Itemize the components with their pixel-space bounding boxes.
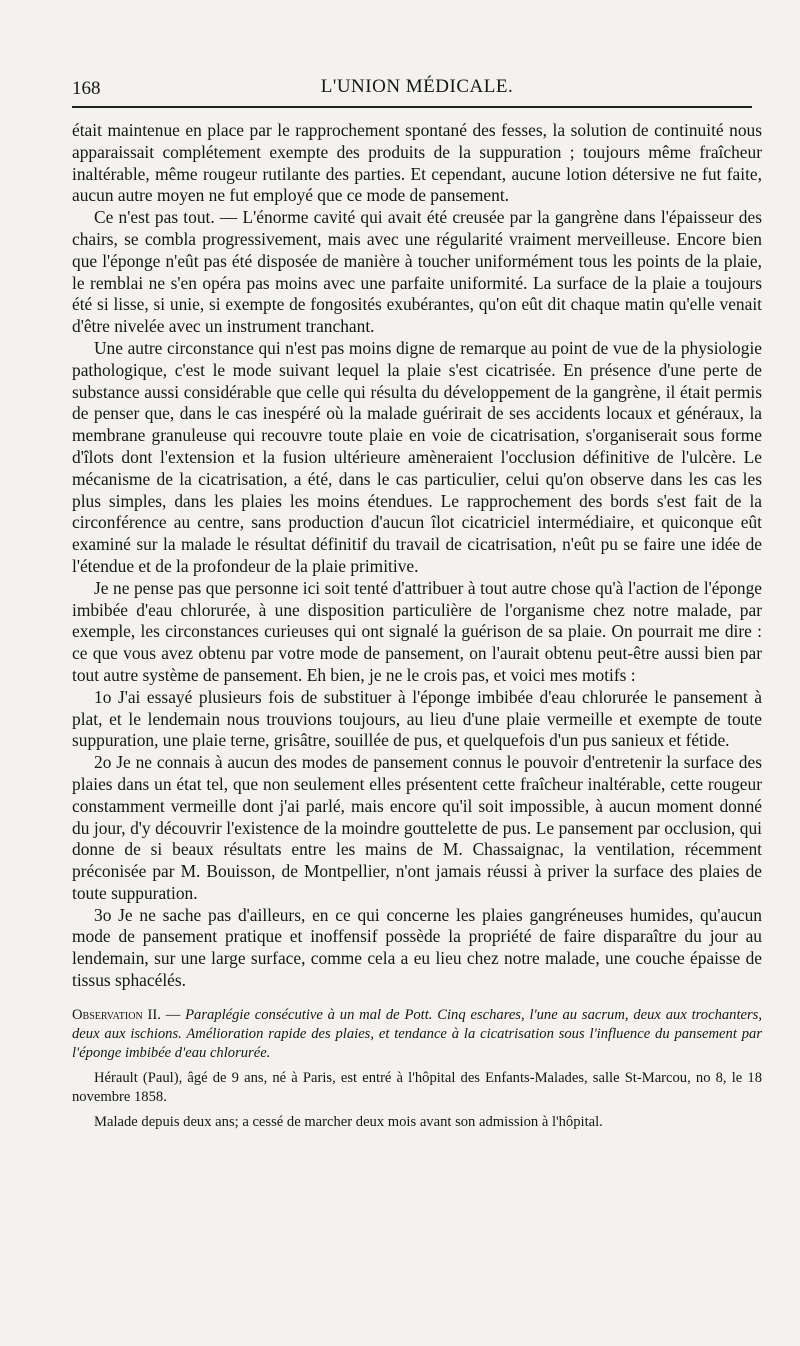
- observation-dash: —: [160, 1006, 186, 1023]
- observation-heading: [72, 1006, 762, 1063]
- running-title: L'UNION MÉDICALE.: [320, 76, 514, 97]
- page-number: 168: [72, 78, 101, 99]
- observation-label: Observation II.: [72, 1006, 161, 1023]
- observation-title: Paraplégie consécutive à un mal de Pott. Cinq eschares, l'une au sacrum, deux aux trochanters, deux aux ischions. Amélioration rapide des plaies, et tendance à la cicatrisation sous l'influence du pansement par l'éponge imbibée d'eau chlorurée.: [72, 1006, 763, 1061]
- paragraph: 1o J'ai essayé plusieurs fois de substituer à l'éponge imbibée d'eau chlorurée le pansement à plat, et le lendemain nous trouvions toujours, au lieu d'une plaie vermeille et exempte de toute suppuration, une plaie terne, grisâtre, souillée de pus, et quelquefois d'un pus sanieux et fétide.: [72, 686, 762, 751]
- paragraph: Ce n'est pas tout. — L'énorme cavité qui avait été creusée par la gangrène dans l'épaisseur des chairs, se combla progressivement, mais avec une régularité vraiment merveilleuse. Encore bien que l'éponge n'eût pas été disposée de manière à toucher uniformément tous les points de la plaie, le remblai ne s'en opéra pas moins avec une parfaite uniformité. La surface de la plaie a toujours été si lisse, si unie, si exempte de fongosités exubérantes, qu'on eût dit chaque matin qu'elle venait d'être nivelée avec un instrument tranchant.: [72, 207, 762, 337]
- observation-section: [72, 1006, 762, 1132]
- observation-paragraph: Hérault (Paul), âgé de 9 ans, né à Paris, est entré à l'hôpital des Enfants-Malades, salle St-Marcou, no 8, le 18 novembre 1858.: [72, 1069, 762, 1105]
- header-rule: [72, 106, 752, 108]
- article-body: [72, 120, 762, 992]
- paragraph: 2o Je ne connais à aucun des modes de pansement connus le pouvoir d'entretenir la surface des plaies dans un état tel, que non seulement elles présentent cette fraîcheur inaltérable, cette rougeur constamment vermeille dont j'ai parlé, mais encore qu'il soit impossible, à aucun moment donné du jour, d'y découvrir l'existence de la moindre gouttelette de pus. Le pansement par occlusion, qui donne de si beaux résultats entre les mains de M. Chassaignac, la ventilation, récemment préconisée par M. Bouisson, de Montpellier, n'ont jamais réussi à priver la surface des plaies de toute suppuration.: [72, 752, 762, 903]
- paragraph: Je ne pense pas que personne ici soit tenté d'attribuer à tout autre chose qu'à l'action de l'éponge imbibée d'eau chlorurée, à une disposition particulière de l'organisme chez notre malade, par exemple, les circonstances curieuses qui ont signalé la guérison de sa plaie. On pourrait me dire : ce que vous avez obtenu par votre mode de pansement, on l'aurait obtenu peut-être aussi bien par tout autre système de pansement. Eh bien, je ne le crois pas, et voici mes motifs :: [72, 577, 762, 685]
- paragraph: 3o Je ne sache pas d'ailleurs, en ce qui concerne les plaies gangréneuses humides, qu'aucun mode de pansement pratique et inoffensif possède la propriété de faire disparaître du jour au lendemain, sur une large surface, comme cela a eu lieu chez notre malade, une couche épaisse de tissus sphacélés.: [72, 904, 762, 991]
- page-header: [72, 74, 762, 104]
- paragraph: Une autre circonstance qui n'est pas moins digne de remarque au point de vue de la physiologie pathologique, c'est le mode suivant lequel la plaie s'est cicatrisée. En présence d'une perte de substance aussi considérable que celle qui résulta du développement de la gangrène, il était permis de penser que, dans le cas inespéré où la malade guérirait de ses accidents locaux et généraux, la membrane granuleuse qui recouvre toute plaie en voie de cicatrisation, s'organiserait sous forme d'îlots dont l'extension et la fusion ultérieure amèneraient l'occlusion définitive de l'ulcère. Le mécanisme de la cicatrisation, a été, dans le cas particulier, celui qu'on observe dans les cas les plus simples, dans les plaies les moins étendues. Le rapprochement des bords s'est fait de la circonférence au centre, sans production d'aucun îlot cicatriciel intermédiaire, et quiconque eût examiné sur la malade le résultat définitif du travail de cicatrisation, n'eût pu se faire une idée de l'étendue et de la profondeur de la plaie primitive.: [72, 337, 762, 576]
- paragraph: était maintenue en place par le rapprochement spontané des fesses, la solution de continuité nous apparaissait complétement exempte des produits de la suppuration ; toujours même fraîcheur inaltérable, même rougeur rutilante des parties. Et cependant, aucune lotion détersive ne fut faite, aucun autre moyen ne fut employé que ce mode de pansement.: [72, 120, 762, 206]
- page: [72, 74, 762, 1138]
- observation-paragraph: Malade depuis deux ans; a cessé de marcher deux mois avant son admission à l'hôpital.: [94, 1113, 603, 1130]
